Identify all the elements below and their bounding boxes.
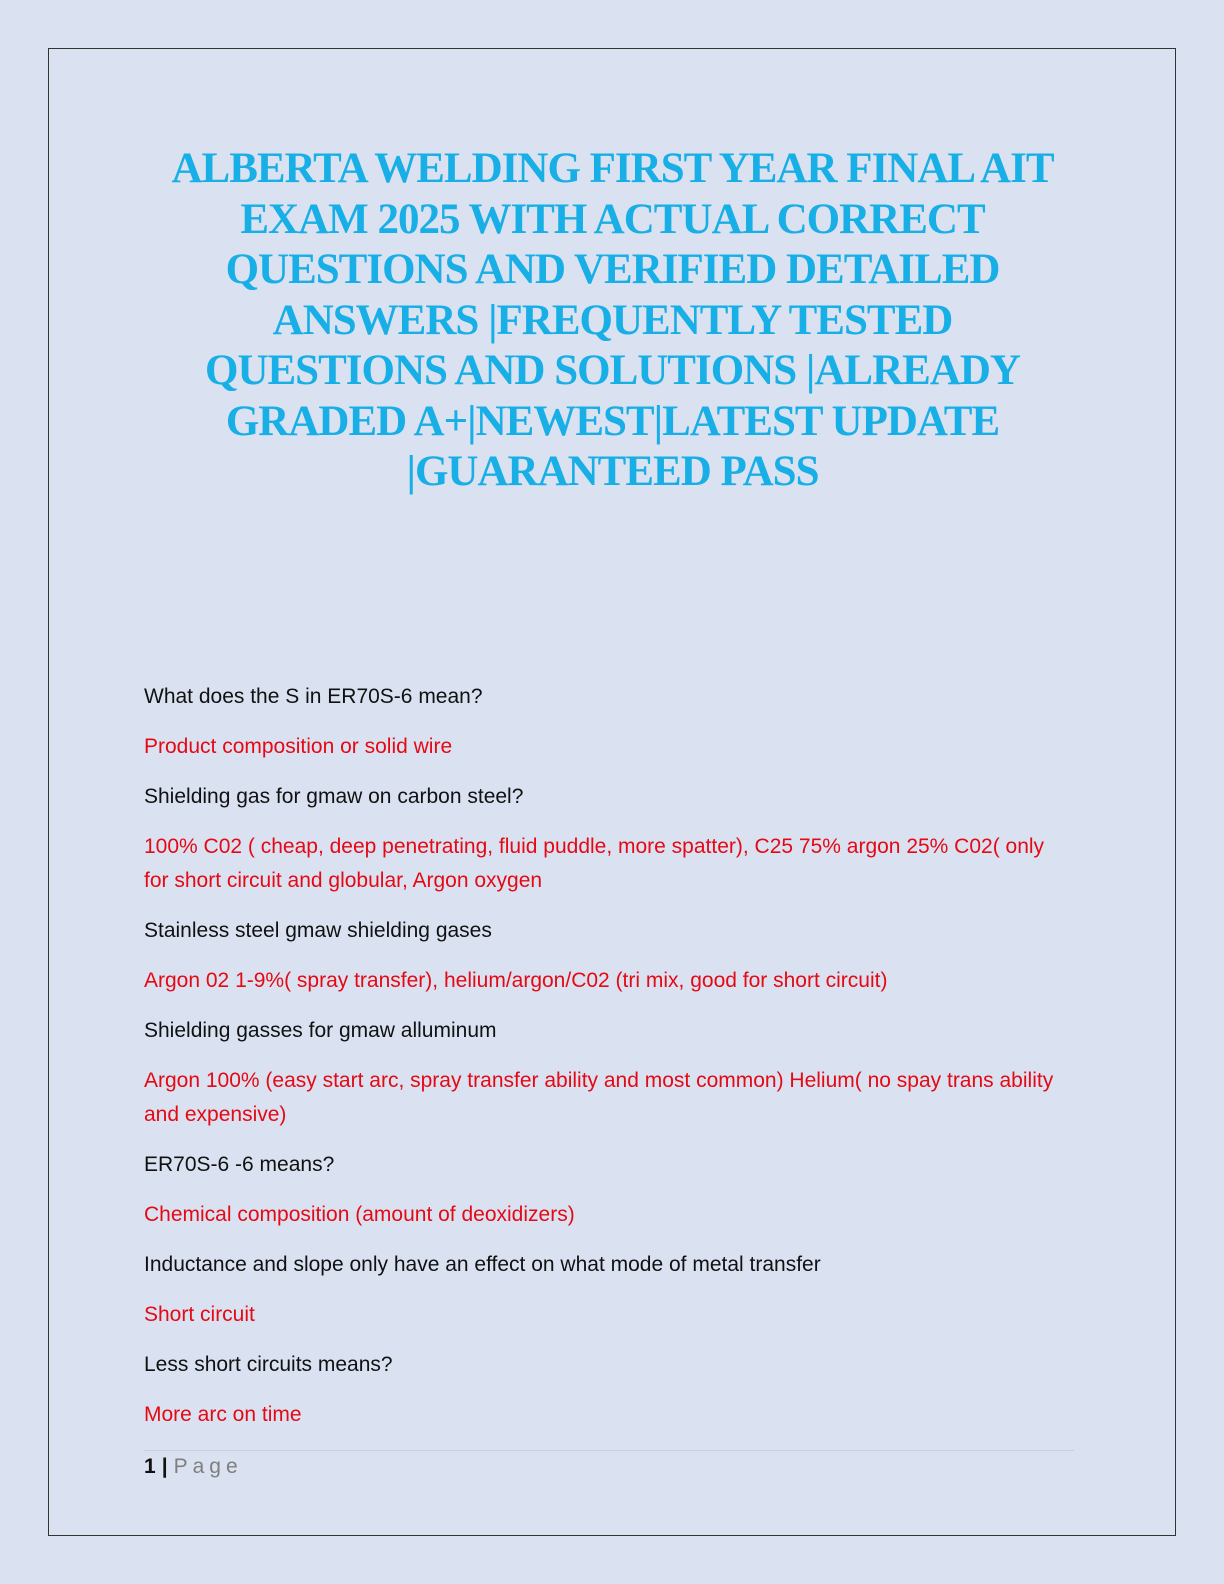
answer-2: 100% C02 ( cheap, deep penetrating, fluid puddle, more spatter), C25 75% argon 25% C02( only for short circuit and globular, Argon oxygen [144, 835, 1045, 892]
question-1: What does the S in ER70S-6 mean? [144, 685, 483, 708]
answer-6: Short circuit [144, 1303, 255, 1326]
answer-7: More arc on time [144, 1403, 302, 1426]
question-6: Inductance and slope only have an effect on what mode of metal transfer [144, 1253, 821, 1276]
page-label: Page [173, 1455, 243, 1478]
footer-separator: | [161, 1455, 168, 1478]
answer-1: Product composition or solid wire [144, 735, 453, 758]
question-4: Shielding gasses for gmaw alluminum [144, 1019, 497, 1042]
answer-3: Argon 02 1-9%( spray transfer), helium/argon/C02 (tri mix, good for short circuit) [144, 969, 888, 992]
qa-list [144, 680, 1074, 1448]
answer-4: Argon 100% (easy start arc, spray transfer ability and most common) Helium( no spay trans ability and expensive) [144, 1069, 1054, 1126]
question-2: Shielding gas for gmaw on carbon steel? [144, 785, 524, 808]
question-5: ER70S-6 -6 means? [144, 1153, 335, 1176]
document-title: ALBERTA WELDING FIRST YEAR FINAL AIT EXAM 2025 WITH ACTUAL CORRECT QUESTIONS AND VERIFIED DETAILED ANSWERS |FREQUENTLY TESTED QUESTIONS AND SOLUTIONS |ALREADY GRADED A+|NEWEST|LATEST UPDATE |GUARANTEED PASS [171, 145, 1054, 495]
footer-divider [144, 1450, 1074, 1451]
page-footer [144, 1453, 243, 1481]
question-7: Less short circuits means? [144, 1353, 393, 1376]
answer-5: Chemical composition (amount of deoxidizers) [144, 1203, 575, 1226]
question-3: Stainless steel gmaw shielding gases [144, 919, 492, 942]
page-number: 1 [144, 1455, 156, 1478]
